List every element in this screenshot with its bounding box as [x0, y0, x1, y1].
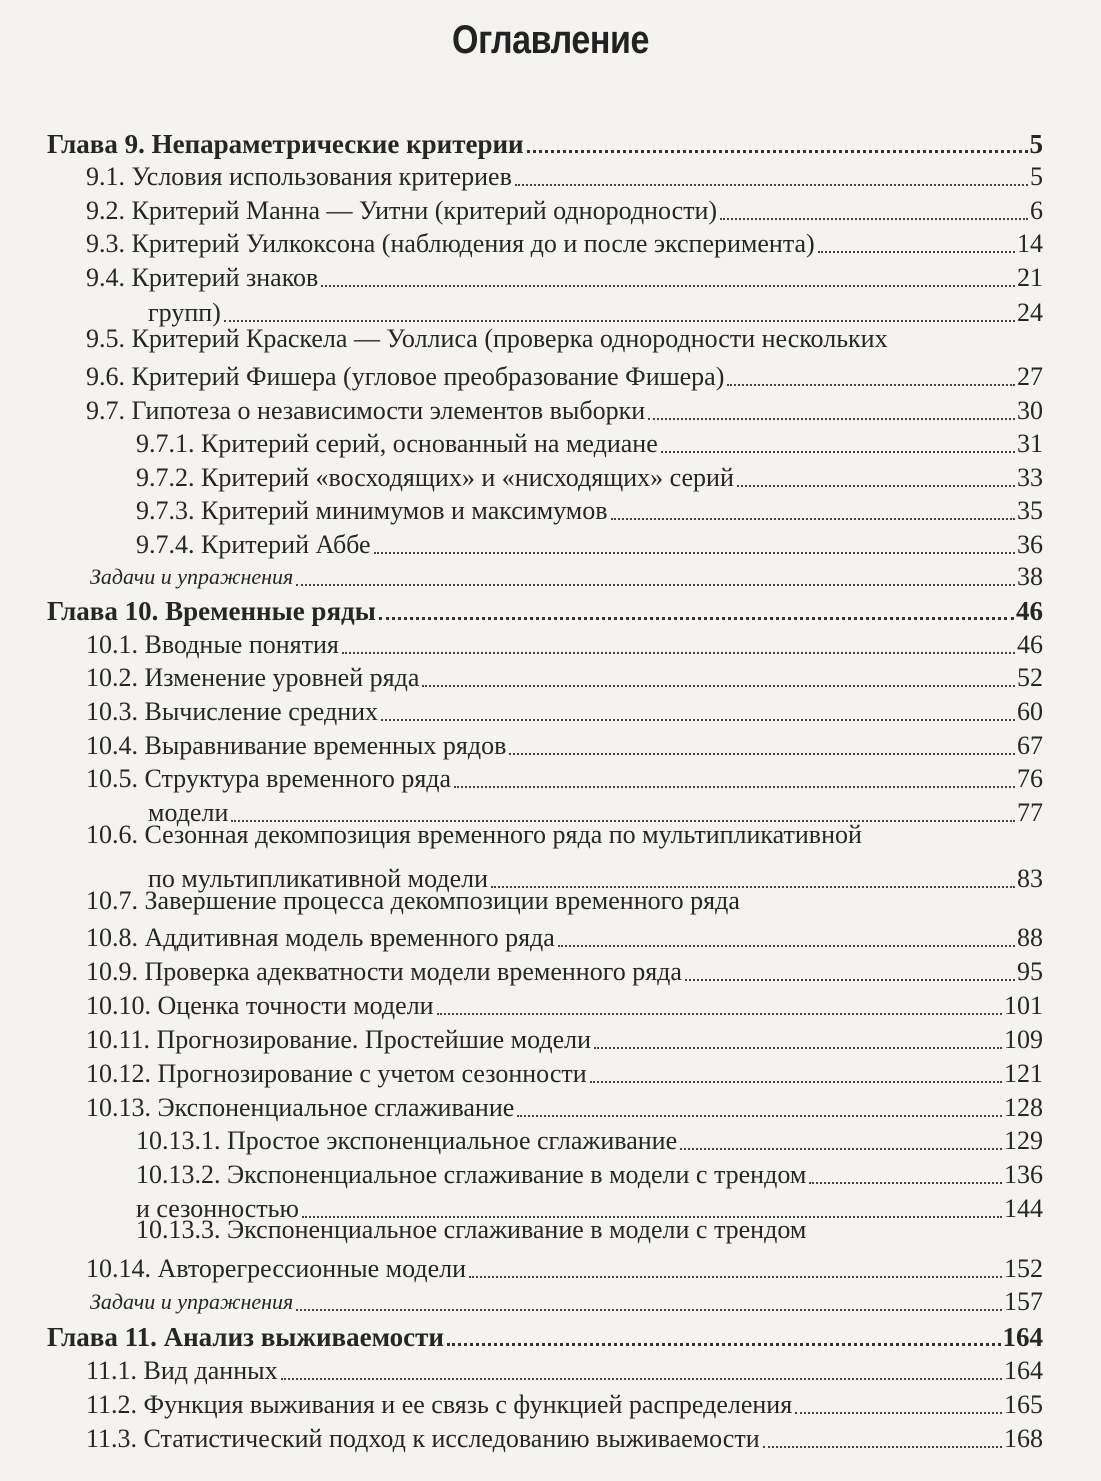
toc-entry-title: 9.6. Критерий Фишера (угловое преобразование Фишера) [86, 362, 725, 391]
toc-entry-row [86, 259, 1043, 293]
toc-page-number: 27 [1017, 362, 1043, 391]
toc-entry-continuation: по мультипликативной модели [148, 864, 488, 893]
toc-entry-title: 10.13. Экспоненциальное сглаживание [86, 1093, 515, 1122]
toc-page-number: 60 [1017, 697, 1043, 726]
page-title: Оглавление [452, 18, 649, 62]
toc-page-number: 144 [1004, 1194, 1043, 1223]
toc-entry-row [136, 492, 1043, 526]
dot-leader [818, 251, 1015, 253]
toc-entry-title: 9.7.3. Критерий минимумов и максимумов [136, 496, 608, 525]
toc-entry-title: 10.13.2. Экспоненциальное сглаживание в модели с трендом [136, 1160, 807, 1189]
toc-page-number: 136 [1004, 1160, 1043, 1189]
toc-entry-row [86, 987, 1043, 1021]
dot-leader [447, 1343, 1001, 1346]
toc-entry-title: 10.2. Изменение уровней ряда [86, 663, 420, 692]
toc-entry-title: 10.11. Прогнозирование. Простейшие модели [86, 1025, 592, 1054]
toc-entry-row [136, 459, 1043, 493]
dot-leader [509, 753, 1015, 755]
toc-entry-title: 9.4. Критерий знаков [86, 263, 319, 292]
toc-page-number: 6 [1030, 196, 1043, 225]
toc-entry-row [86, 1021, 1043, 1055]
toc-entry-title: 9.7.1. Критерий серий, основанный на медиане [136, 429, 658, 458]
toc-page-number: 30 [1017, 396, 1043, 425]
toc-page-number: 168 [1004, 1424, 1043, 1453]
toc-page-number: 36 [1017, 530, 1043, 559]
dot-leader [321, 285, 1015, 287]
dot-leader [231, 820, 1015, 822]
dot-leader [515, 184, 1028, 186]
toc-page-number: 101 [1004, 991, 1043, 1020]
toc-entry-row [148, 860, 1043, 894]
toc-page-number: 38 [1017, 562, 1043, 591]
toc-page-number: 5 [1029, 129, 1043, 159]
toc-entry-continuation: модели [148, 798, 229, 827]
dot-leader [680, 1148, 1002, 1150]
toc-entry-title: 10.5. Структура временного ряда [86, 764, 452, 793]
toc-entry-title: 9.3. Критерий Уилкоксона (наблюдения до и после эксперимента) [86, 229, 815, 258]
toc-page-number: 165 [1004, 1390, 1043, 1419]
toc-page-number: 128 [1004, 1093, 1043, 1122]
toc-entry-title: 9.5. Критерий Краскела — Уоллиса (проверка однородности нескольких [86, 324, 888, 353]
dot-leader [795, 1412, 1002, 1414]
toc-page-number: 33 [1017, 463, 1043, 492]
toc-chapter-row [47, 592, 1043, 626]
dot-leader [281, 1378, 1002, 1380]
dot-leader [809, 1182, 1002, 1184]
toc-page-number: 5 [1030, 162, 1043, 191]
toc-page-number: 129 [1004, 1126, 1043, 1155]
toc-entry-row [86, 919, 1043, 953]
toc-page-number: 95 [1017, 957, 1043, 986]
toc-entry-title: 10.13.3. Экспоненциальное сглаживание в модели с трендом [136, 1215, 807, 1244]
toc-chapter-row [47, 125, 1043, 159]
toc-page-number: 14 [1017, 229, 1043, 258]
dot-leader [302, 1216, 1002, 1218]
toc-entry-row [86, 953, 1043, 987]
toc-page-number: 88 [1017, 923, 1043, 952]
toc-chapter-row [47, 1318, 1043, 1352]
toc-entry-row [86, 1055, 1043, 1089]
toc-page-number: 35 [1017, 496, 1043, 525]
dot-leader [422, 685, 1015, 687]
dot-leader [437, 1013, 1002, 1015]
toc-entry-row [136, 425, 1043, 459]
toc-entry-row [86, 693, 1043, 727]
toc-entry-row [86, 1352, 1043, 1386]
dot-leader [737, 485, 1015, 487]
toc-entry-title: 9.1. Условия использования критериев [86, 162, 512, 191]
dot-leader [661, 451, 1015, 453]
toc-entry-row [148, 794, 1043, 828]
dot-leader [342, 652, 1015, 654]
toc-entry-row [86, 225, 1043, 259]
toc-entry-title: Глава 11. Анализ выживаемости [47, 1322, 444, 1352]
toc-page-number: 46 [1016, 596, 1043, 626]
toc-entry-row [86, 1250, 1043, 1284]
toc-entry-title: 9.2. Критерий Манна — Уитни (критерий однородности) [86, 196, 718, 225]
toc-page-number: 164 [1004, 1356, 1043, 1385]
toc-page-number: 157 [1004, 1287, 1043, 1316]
toc-page-number: 109 [1004, 1025, 1043, 1054]
toc-entry-title: 10.3. Вычисление средних [86, 697, 379, 726]
toc-page-number: 77 [1017, 798, 1043, 827]
toc-entry-row [136, 1190, 1043, 1224]
toc-entry-title: 10.14. Авторегрессионные модели [86, 1254, 467, 1283]
toc-entry-title: 10.6. Сезонная декомпозиция временного ряда по мультипликативной [86, 820, 862, 849]
dot-leader [469, 1276, 1002, 1278]
toc-entry-row [86, 158, 1043, 192]
toc-page-number: 67 [1017, 731, 1043, 760]
dot-leader [727, 384, 1015, 386]
toc-entry-row [86, 760, 1043, 794]
toc-entry-title: 11.1. Вид данных [86, 1356, 278, 1385]
toc-entry-row [136, 526, 1043, 560]
dot-leader [517, 1115, 1002, 1117]
dot-leader [296, 1309, 1002, 1311]
toc-entry-title: Задачи и упражнения [90, 564, 294, 589]
toc-entry-row [86, 727, 1043, 761]
toc-entry-title: 10.4. Выравнивание временных рядов [86, 731, 507, 760]
toc-page-number: 52 [1017, 663, 1043, 692]
toc-page-number: 21 [1017, 263, 1043, 292]
toc-entry-row [86, 192, 1043, 226]
dot-leader [648, 418, 1015, 420]
toc-tasks-row [90, 1283, 1043, 1317]
dot-leader [594, 1047, 1002, 1049]
toc-page-number: 46 [1017, 630, 1043, 659]
toc-entry-title: 9.7.4. Критерий Аббе [136, 530, 371, 559]
dot-leader [454, 786, 1015, 788]
toc-entry-title: 11.2. Функция выживания и ее связь с функцией распределения [86, 1390, 793, 1419]
toc-entry-title: 10.1. Вводные понятия [86, 630, 339, 659]
toc-entry-title: 10.13.1. Простое экспоненциальное сглаживание [136, 1126, 678, 1155]
toc-entry-title: 11.3. Статистический подход к исследованию выживаемости [86, 1424, 760, 1453]
toc-entry-row [86, 392, 1043, 426]
toc-entry-title: 10.10. Оценка точности модели [86, 991, 434, 1020]
dot-leader [224, 320, 1015, 322]
dot-leader [379, 617, 1014, 620]
toc-entry-title: Задачи и упражнения [90, 1289, 294, 1314]
toc-entry-title: Глава 10. Временные ряды [47, 596, 376, 626]
dot-leader [296, 584, 1015, 586]
toc-entry-title: Глава 9. Непараметрические критерии [47, 129, 524, 159]
toc-entry-title: 10.9. Проверка адекватности модели временного ряда [86, 957, 682, 986]
dot-leader [763, 1446, 1002, 1448]
toc-entry-row [86, 358, 1043, 392]
toc-page-number: 83 [1017, 864, 1043, 893]
toc-entry-title: 9.7.2. Критерий «восходящих» и «нисходящих» серий [136, 463, 734, 492]
dot-leader [381, 719, 1015, 721]
toc-entry-row [136, 1156, 1043, 1190]
dot-leader [590, 1081, 1002, 1083]
toc-page-number: 152 [1004, 1254, 1043, 1283]
dot-leader [685, 979, 1015, 981]
toc-entry-title: 10.7. Завершение процесса декомпозиции временного ряда [86, 886, 740, 915]
toc-entry-row [136, 1122, 1043, 1156]
toc-page-number: 76 [1017, 764, 1043, 793]
toc-entry-title: 9.7. Гипотеза о независимости элементов выборки [86, 396, 646, 425]
toc-page-number: 31 [1017, 429, 1043, 458]
toc-entry-row [86, 1420, 1043, 1454]
toc-entry-title: 10.8. Аддитивная модель временного ряда [86, 923, 555, 952]
toc-entry-row [148, 294, 1043, 328]
dot-leader [720, 218, 1028, 220]
dot-leader [611, 518, 1015, 520]
toc-entry-row [86, 1386, 1043, 1420]
dot-leader [558, 945, 1015, 947]
dot-leader [491, 886, 1015, 888]
dot-leader [374, 552, 1015, 554]
toc-page-number: 121 [1004, 1059, 1043, 1088]
toc-tasks-row [90, 558, 1043, 592]
toc-page-number: 24 [1017, 298, 1043, 327]
toc-entry-continuation: групп) [148, 298, 221, 327]
toc-entry-title: 10.12. Прогнозирование с учетом сезонности [86, 1059, 587, 1088]
toc-entry-row [86, 1089, 1043, 1123]
toc-entry-row [86, 659, 1043, 693]
dot-leader [527, 150, 1028, 153]
toc-entry-continuation: и сезонностью [136, 1194, 299, 1223]
toc-entry-row [86, 626, 1043, 660]
toc-page-number: 164 [1002, 1322, 1043, 1352]
